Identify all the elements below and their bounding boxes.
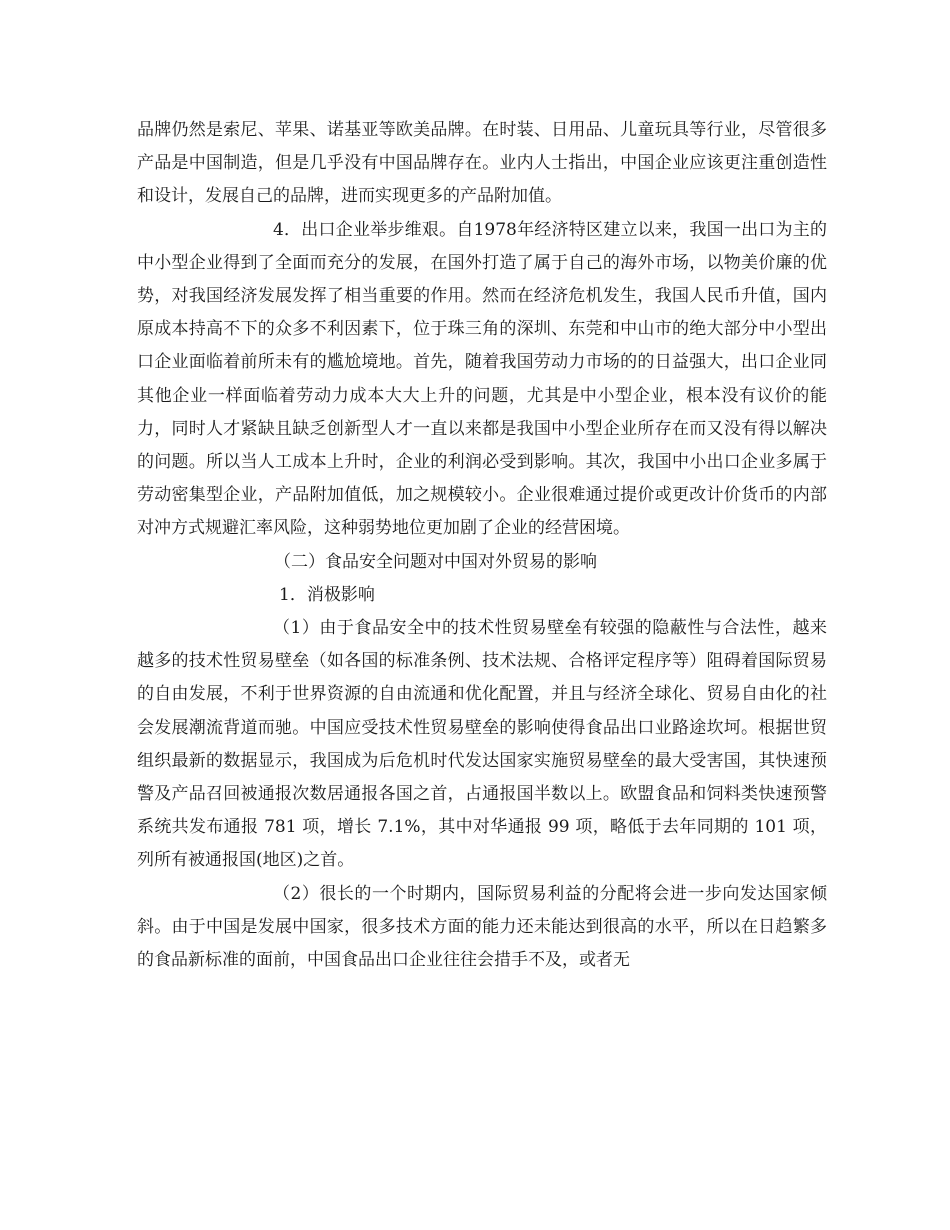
paragraph-point-2: （2）很长的一个时期内，国际贸易利益的分配将会进一步向发达国家倾斜。由于中国是发展中国家，很多技术方面的能力还未能达到很高的水平，所以在日趋繁多的食品新标准的面前，中国食品出口企业往往会措手不及，或者无 (137, 883, 827, 971)
subsection-heading-negative-impact: 1．消极影响 (279, 584, 375, 605)
document-body (137, 114, 827, 977)
section-heading-food-safety: （二）食品安全问题对中国对外贸易的影响 (274, 551, 597, 572)
paragraph-brand-tail: 品牌仍然是索尼、苹果、诺基亚等欧美品牌。在时装、日用品、儿童玩具等行业，尽管很多产品是中国制造，但是几乎没有中国品牌存在。业内人士指出，中国企业应该更注重创造性和设计，发展自己的品牌，进而实现更多的产品附加值。 (137, 120, 827, 207)
paragraph-point-1: （1）由于食品安全中的技术性贸易壁垒有较强的隐蔽性与合法性，越来越多的技术性贸易壁垒（如各国的标准条例、技术法规、合格评定程序等）阻碍着国际贸易的自由发展，不利于世界资源的自由流通和优化配置，并且与经济全球化、贸易自由化的社会发展潮流背道而驰。中国应受技术性贸易壁垒的影响使得食品出口业路途坎坷。根据世贸组织最新的数据显示，我国成为后危机时代发达国家实施贸易壁垒的最大受害国，其快速预警及产品召回被通报次数居通报各国之首，占通报国半数以上。欧盟食品和饲料类快速预警系统共发布通报 781 项，增长 7.1%，其中对华通报 99 项，略低于去年同期的 101 项，列所有被通报国(地区)之首。 (137, 618, 827, 871)
paragraph-export-enterprises: 4．出口企业举步维艰。自1978年经济特区建立以来，我国一出口为主的中小型企业得到了全面而充分的发展，在国外打造了属于自己的海外市场，以物美价廉的优势，对我国经济发展发挥了相当重要的作用。然而在经济危机发生，我国人民币升值，国内原成本持高不下的众多不利因素下，位于珠三角的深圳、东莞和中山市的绝大部分中小型出口企业面临着前所未有的尴尬境地。首先，随着我国劳动力市场的的日益强大，出口企业同其他企业一样面临着劳动力成本大大上升的问题，尤其是中小型企业，根本没有议价的能力，同时人才紧缺且缺乏创新型人才一直以来都是我国中小型企业所存在而又没有得以解决的问题。所以当人工成本上升时，企业的利润必受到影响。其次，我国中小出口企业多属于劳动密集型企业，产品附加值低，加之规模较小。企业很难通过提价或更改计价货币的内部对冲方式规避汇率风险，这种弱势地位更加剧了企业的经营困境。 (137, 219, 827, 539)
